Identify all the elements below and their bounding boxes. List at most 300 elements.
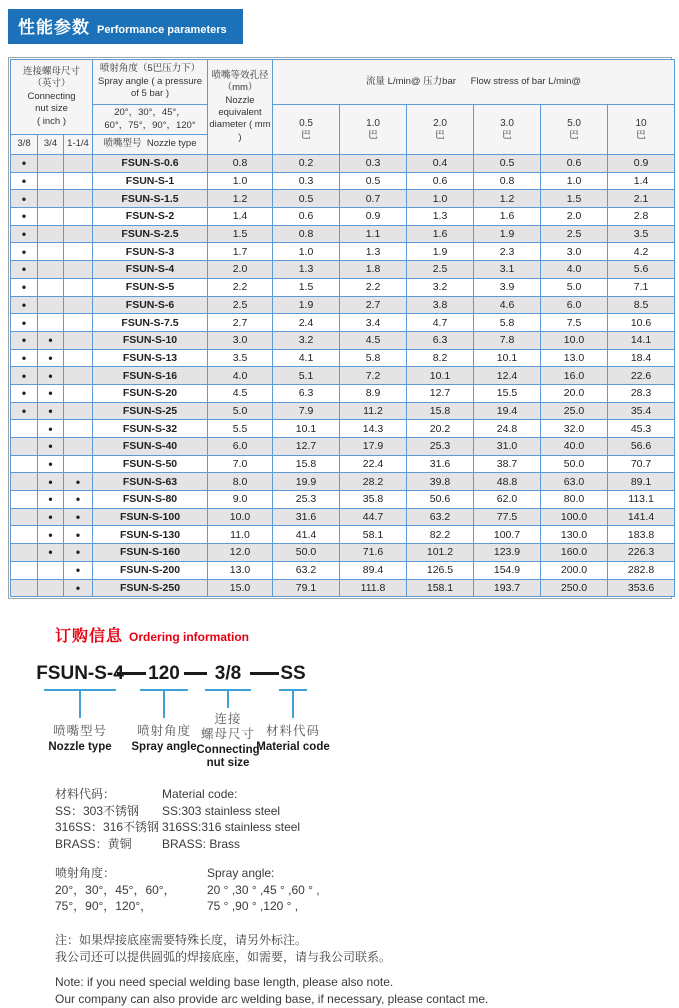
material-316ss-zh: 316SS：316不锈钢 — [55, 820, 160, 835]
nozzle-model-cell: FSUN-S-4 — [93, 261, 208, 279]
diameter-zh2: （mm） — [222, 82, 258, 94]
flow-value-cell: 2.5 — [407, 261, 474, 279]
flow-value-cell: 2.7 — [340, 296, 407, 314]
table-row — [11, 367, 675, 385]
nozzle-type-en: Nozzle type — [146, 138, 197, 150]
nut-size-dot-cell: • — [38, 331, 64, 349]
flow-value-cell: 5.6 — [608, 261, 675, 279]
pressure-value: 0.5 — [299, 117, 313, 129]
pressure-unit: 巴 — [636, 129, 646, 141]
flow-value-cell: 63.0 — [541, 473, 608, 491]
flow-value-cell: 79.1 — [273, 579, 340, 597]
nut-size-dot-cell — [38, 243, 64, 261]
nozzle-model-cell: FSUN-S-5 — [93, 278, 208, 296]
flow-value-cell: 17.9 — [340, 438, 407, 456]
nut-size-dot-cell: • — [38, 420, 64, 438]
label-nozzle-type-zh: 喷嘴型号 — [52, 724, 107, 739]
pressure-value: 10 — [635, 117, 647, 129]
nut-size-dot-cell: • — [11, 225, 38, 243]
table-row — [11, 243, 675, 261]
flow-value-cell: 19.9 — [273, 473, 340, 491]
flow-value-cell: 130.0 — [541, 526, 608, 544]
flow-value-cell: 1.3 — [273, 261, 340, 279]
flow-value-cell: 25.0 — [541, 402, 608, 420]
nut-size-dot-cell: • — [38, 349, 64, 367]
spray-angles-line2: 60°，75°，90°，120° — [104, 119, 196, 131]
diameter-cell: 8.0 — [208, 473, 273, 491]
table-row — [11, 225, 675, 243]
diameter-cell: 13.0 — [208, 561, 273, 579]
performance-table — [10, 59, 675, 597]
nut-size-dot-cell: • — [38, 491, 64, 509]
nut-size-dot-cell — [64, 225, 93, 243]
ordering-heading-en: Ordering information — [129, 630, 250, 645]
flow-value-cell: 44.7 — [340, 508, 407, 526]
nut-size-dot-cell: • — [38, 384, 64, 402]
flow-value-cell: 1.0 — [273, 243, 340, 261]
nut-size-dot-cell — [11, 420, 38, 438]
flow-value-cell: 31.6 — [407, 455, 474, 473]
nut-size-1-1-4-header: 1-1/4 — [64, 135, 93, 155]
banner-title-zh: 性能参数 — [18, 18, 90, 37]
flow-value-cell: 15.5 — [474, 384, 541, 402]
nozzle-model-cell: FSUN-S-250 — [93, 579, 208, 597]
nozzle-type-header — [93, 135, 208, 155]
flow-value-cell: 25.3 — [273, 491, 340, 509]
flow-value-cell: 80.0 — [541, 491, 608, 509]
diameter-header — [208, 60, 273, 155]
nut-size-dot-cell: • — [11, 155, 38, 173]
flow-value-cell: 10.1 — [474, 349, 541, 367]
flow-value-cell: 6.0 — [541, 296, 608, 314]
flow-value-cell: 7.8 — [474, 331, 541, 349]
flow-value-cell: 35.8 — [340, 491, 407, 509]
flow-value-cell: 18.4 — [608, 349, 675, 367]
connector-line — [227, 691, 229, 708]
nozzle-model-cell: FSUN-S-130 — [93, 526, 208, 544]
diameter-cell: 1.7 — [208, 243, 273, 261]
nut-size-dot-cell — [64, 243, 93, 261]
flow-value-cell: 4.0 — [541, 261, 608, 279]
material-ss-en: SS:303 stainless steel — [162, 803, 281, 818]
spray-header-zh: 喷射角度（5巴压力下） — [99, 63, 201, 75]
nut-size-dot-cell — [38, 208, 64, 226]
nut-size-dot-cell — [11, 508, 38, 526]
diameter-cell: 12.0 — [208, 544, 273, 562]
nut-size-dot-cell — [11, 438, 38, 456]
flow-value-cell: 4.2 — [608, 243, 675, 261]
nut-size-dot-cell — [64, 208, 93, 226]
pressure-value: 1.0 — [366, 117, 380, 129]
spray-angle-block — [55, 865, 679, 915]
spray-note-en-title: Spray angle: — [207, 866, 275, 881]
diameter-en1: Nozzle — [225, 94, 255, 106]
nut-size-dot-cell — [64, 278, 93, 296]
code-nut-size: 3/8 — [214, 663, 242, 685]
diameter-cell: 1.5 — [208, 225, 273, 243]
material-code-block — [55, 786, 679, 852]
connector-line — [292, 691, 294, 718]
flow-value-cell: 12.7 — [407, 384, 474, 402]
diameter-cell: 7.0 — [208, 455, 273, 473]
label-material-zh: 材料代码 — [265, 724, 320, 739]
label-nut-size-zh2: 螺母尺寸 — [200, 727, 255, 742]
table-row — [11, 384, 675, 402]
flow-value-cell: 89.1 — [608, 473, 675, 491]
flow-value-cell: 2.0 — [541, 208, 608, 226]
nut-size-3-8-header: 3/8 — [11, 135, 38, 155]
flow-value-cell: 113.1 — [608, 491, 675, 509]
flow-title-zh: 流量 L/min@ 压力bar — [366, 75, 456, 87]
flow-value-cell: 126.5 — [407, 561, 474, 579]
flow-value-cell: 160.0 — [541, 544, 608, 562]
diameter-cell: 15.0 — [208, 579, 273, 597]
nut-size-dot-cell: • — [11, 314, 38, 332]
table-row — [11, 473, 675, 491]
flow-value-cell: 10.1 — [407, 367, 474, 385]
flow-value-cell: 13.0 — [541, 349, 608, 367]
nut-size-dot-cell — [64, 296, 93, 314]
flow-value-cell: 1.3 — [340, 243, 407, 261]
flow-value-cell: 1.3 — [407, 208, 474, 226]
label-nut-size-en1: Connecting — [196, 744, 260, 757]
diameter-cell: 6.0 — [208, 438, 273, 456]
nut-size-dot-cell — [38, 190, 64, 208]
spray-note-en-line1: 20 ° ,30 ° ,45 ° ,60 ° , — [207, 882, 320, 897]
nozzle-model-cell: FSUN-S-13 — [93, 349, 208, 367]
note-zh-line2: 我公司还可以提供圆弧的焊接底座，如需要，请与我公司联系。 — [55, 949, 392, 964]
nut-size-dot-cell — [38, 172, 64, 190]
connector-line — [163, 691, 165, 718]
nut-size-dot-cell: • — [64, 526, 93, 544]
nut-size-dot-cell: • — [64, 579, 93, 597]
flow-value-cell: 71.6 — [340, 544, 407, 562]
flow-value-cell: 282.8 — [608, 561, 675, 579]
flow-value-cell: 19.4 — [474, 402, 541, 420]
nut-size-dot-cell — [64, 349, 93, 367]
flow-value-cell: 7.1 — [608, 278, 675, 296]
flow-value-cell: 111.8 — [340, 579, 407, 597]
flow-value-cell: 158.1 — [407, 579, 474, 597]
flow-value-cell: 0.2 — [273, 155, 340, 173]
diameter-cell: 2.5 — [208, 296, 273, 314]
nut-size-dot-cell — [64, 384, 93, 402]
pressure-unit: 巴 — [435, 129, 445, 141]
flow-value-cell: 56.6 — [608, 438, 675, 456]
nozzle-model-cell: FSUN-S-1.5 — [93, 190, 208, 208]
ordering-heading-zh: 订购信息 — [55, 628, 124, 646]
flow-value-cell: 3.2 — [407, 278, 474, 296]
nut-size-dot-cell: • — [64, 544, 93, 562]
flow-value-cell: 0.9 — [608, 155, 675, 173]
nut-size-dot-cell: • — [38, 438, 64, 456]
spray-note-zh-line1: 20°，30°，45°，60°， — [55, 882, 176, 897]
flow-value-cell: 25.3 — [407, 438, 474, 456]
flow-value-cell: 3.5 — [608, 225, 675, 243]
material-code-row — [55, 819, 679, 836]
nut-size-dot-cell: • — [11, 384, 38, 402]
table-row — [11, 402, 675, 420]
material-316ss-en: 316SS:316 stainless steel — [162, 820, 301, 835]
flow-value-cell: 10.6 — [608, 314, 675, 332]
nut-size-dot-cell: • — [11, 261, 38, 279]
spray-header-en: Spray angle ( a pressure of 5 bar ) — [98, 75, 203, 100]
flow-value-cell: 31.6 — [273, 508, 340, 526]
nut-size-dot-cell — [11, 455, 38, 473]
nozzle-model-cell: FSUN-S-1 — [93, 172, 208, 190]
diameter-cell: 5.5 — [208, 420, 273, 438]
diameter-cell: 5.0 — [208, 402, 273, 420]
nut-size-dot-cell — [38, 579, 64, 597]
flow-value-cell: 14.1 — [608, 331, 675, 349]
nut-size-dot-cell: • — [11, 402, 38, 420]
nozzle-model-cell: FSUN-S-16 — [93, 367, 208, 385]
flow-value-cell: 3.0 — [541, 243, 608, 261]
diameter-zh: 喷嘴等效孔径 — [211, 69, 269, 81]
nozzle-model-cell: FSUN-S-200 — [93, 561, 208, 579]
flow-value-cell: 5.8 — [474, 314, 541, 332]
flow-value-cell: 50.0 — [541, 455, 608, 473]
nozzle-type-zh: 喷嘴型号 — [103, 138, 142, 150]
diameter-cell: 4.0 — [208, 367, 273, 385]
table-row — [11, 190, 675, 208]
table-row — [11, 420, 675, 438]
flow-value-cell: 45.3 — [608, 420, 675, 438]
flow-value-cell: 1.5 — [273, 278, 340, 296]
nut-size-dot-cell — [64, 367, 93, 385]
spray-angles-line1: 20°，30°，45°， — [114, 107, 186, 119]
flow-value-cell: 14.3 — [340, 420, 407, 438]
flow-value-cell: 0.9 — [340, 208, 407, 226]
flow-value-cell: 6.3 — [273, 384, 340, 402]
flow-value-cell: 8.2 — [407, 349, 474, 367]
label-spray-angle-en: Spray angle — [131, 741, 197, 754]
flow-value-cell: 0.5 — [273, 190, 340, 208]
nut-size-dot-cell — [64, 455, 93, 473]
table-row — [11, 438, 675, 456]
performance-table-frame — [8, 57, 672, 599]
flow-value-cell: 50.6 — [407, 491, 474, 509]
nut-size-dot-cell — [11, 526, 38, 544]
nut-size-dot-cell: • — [64, 561, 93, 579]
flow-value-cell: 39.8 — [407, 473, 474, 491]
nut-size-dot-cell: • — [38, 544, 64, 562]
label-nut-size-en2: nut size — [206, 757, 250, 770]
spray-angle-row — [55, 865, 679, 882]
flow-group-header — [273, 60, 675, 105]
nut-size-dot-cell — [64, 420, 93, 438]
spray-note-zh-line2: 75°，90°，120°， — [55, 899, 153, 914]
flow-value-cell: 11.2 — [340, 402, 407, 420]
diameter-cell: 1.0 — [208, 172, 273, 190]
table-row — [11, 314, 675, 332]
flow-value-cell: 12.4 — [474, 367, 541, 385]
flow-value-cell: 62.0 — [474, 491, 541, 509]
flow-value-cell: 63.2 — [273, 561, 340, 579]
label-spray-angle-zh: 喷射角度 — [136, 724, 191, 739]
nut-size-dot-cell — [64, 331, 93, 349]
material-brass-en: BRASS: Brass — [162, 836, 241, 851]
note-zh-line1: 注：如果焊接底座需要特殊长度，请另外标注。 — [55, 932, 308, 947]
flow-value-cell: 250.0 — [541, 579, 608, 597]
flow-value-cell: 0.6 — [541, 155, 608, 173]
nozzle-model-cell: FSUN-S-10 — [93, 331, 208, 349]
pressure-unit: 巴 — [569, 129, 579, 141]
nut-size-dot-cell: • — [11, 190, 38, 208]
material-code-row — [55, 836, 679, 853]
banner-title-en: Performance parameters — [97, 24, 227, 36]
nut-size-dot-cell: • — [38, 367, 64, 385]
nozzle-model-cell: FSUN-S-32 — [93, 420, 208, 438]
flow-value-cell: 0.3 — [273, 172, 340, 190]
nut-size-dot-cell — [64, 261, 93, 279]
table-row — [11, 208, 675, 226]
flow-value-cell: 5.0 — [541, 278, 608, 296]
flow-value-cell: 15.8 — [273, 455, 340, 473]
diameter-cell: 2.0 — [208, 261, 273, 279]
flow-value-cell: 28.2 — [340, 473, 407, 491]
flow-value-cell: 16.0 — [541, 367, 608, 385]
flow-value-cell: 4.6 — [474, 296, 541, 314]
flow-value-cell: 1.9 — [273, 296, 340, 314]
nut-group-en3: ( inch ) — [36, 115, 67, 127]
flow-value-cell: 22.4 — [340, 455, 407, 473]
nut-size-dot-cell — [11, 473, 38, 491]
spray-angle-row — [55, 882, 679, 899]
nozzle-model-cell: FSUN-S-100 — [93, 508, 208, 526]
flow-value-cell: 0.6 — [273, 208, 340, 226]
nozzle-model-cell: FSUN-S-80 — [93, 491, 208, 509]
flow-value-cell: 2.8 — [608, 208, 675, 226]
nut-size-dot-cell: • — [11, 296, 38, 314]
flow-value-cell: 4.7 — [407, 314, 474, 332]
table-body — [11, 155, 675, 597]
section-banner-performance — [8, 9, 243, 44]
flow-value-cell: 58.1 — [340, 526, 407, 544]
table-row — [11, 544, 675, 562]
material-code-row — [55, 803, 679, 820]
ordering-code-diagram — [0, 662, 679, 780]
flow-value-cell: 4.1 — [273, 349, 340, 367]
flow-value-cell: 1.9 — [474, 225, 541, 243]
nozzle-model-cell: FSUN-S-2 — [93, 208, 208, 226]
flow-value-cell: 38.7 — [474, 455, 541, 473]
diameter-cell: 2.2 — [208, 278, 273, 296]
nut-size-dot-cell — [11, 561, 38, 579]
flow-value-cell: 2.4 — [273, 314, 340, 332]
pressure-header-1 — [340, 105, 407, 155]
flow-value-cell: 12.7 — [273, 438, 340, 456]
nut-size-dot-cell — [64, 402, 93, 420]
material-ss-zh: SS：303不锈钢 — [55, 803, 140, 818]
nut-size-dot-cell: • — [11, 172, 38, 190]
flow-value-cell: 100.0 — [541, 508, 608, 526]
nozzle-model-cell: FSUN-S-20 — [93, 384, 208, 402]
flow-value-cell: 0.8 — [273, 225, 340, 243]
table-row — [11, 172, 675, 190]
nut-size-dot-cell: • — [38, 473, 64, 491]
flow-value-cell: 24.8 — [474, 420, 541, 438]
code-material: SS — [280, 663, 306, 685]
flow-value-cell: 20.2 — [407, 420, 474, 438]
diameter-cell: 11.0 — [208, 526, 273, 544]
flow-value-cell: 5.1 — [273, 367, 340, 385]
flow-value-cell: 1.2 — [474, 190, 541, 208]
nut-size-dot-cell — [11, 579, 38, 597]
nut-size-dot-cell — [38, 278, 64, 296]
nut-size-dot-cell — [64, 172, 93, 190]
nut-size-dot-cell: • — [38, 526, 64, 544]
material-code-en-title: Material code: — [162, 787, 238, 802]
nut-size-dot-cell: • — [11, 367, 38, 385]
flow-value-cell: 1.0 — [541, 172, 608, 190]
pressure-header-3 — [474, 105, 541, 155]
flow-value-cell: 8.5 — [608, 296, 675, 314]
flow-value-cell: 183.8 — [608, 526, 675, 544]
flow-value-cell: 1.6 — [407, 225, 474, 243]
table-row — [11, 349, 675, 367]
spray-angles-list-header — [93, 105, 208, 135]
spray-note-en-line2: 75 ° ,90 ° ,120 ° , — [207, 899, 299, 914]
flow-value-cell: 1.1 — [340, 225, 407, 243]
nut-size-dot-cell — [64, 190, 93, 208]
diameter-cell: 0.8 — [208, 155, 273, 173]
nozzle-model-cell: FSUN-S-3 — [93, 243, 208, 261]
flow-value-cell: 3.1 — [474, 261, 541, 279]
flow-value-cell: 3.8 — [407, 296, 474, 314]
nut-group-en2: nut size — [35, 103, 68, 115]
flow-value-cell: 48.8 — [474, 473, 541, 491]
nut-size-group-header — [11, 60, 93, 135]
pressure-header-0 — [273, 105, 340, 155]
nut-size-dot-cell: • — [11, 349, 38, 367]
diameter-cell: 9.0 — [208, 491, 273, 509]
flow-value-cell: 0.5 — [340, 172, 407, 190]
flow-value-cell: 154.9 — [474, 561, 541, 579]
flow-value-cell: 3.4 — [340, 314, 407, 332]
flow-value-cell: 6.3 — [407, 331, 474, 349]
table-row — [11, 155, 675, 173]
material-code-zh-title: 材料代码： — [55, 787, 116, 802]
nut-size-dot-cell: • — [38, 402, 64, 420]
flow-value-cell: 4.5 — [340, 331, 407, 349]
flow-value-cell: 28.3 — [608, 384, 675, 402]
pressure-header-5 — [608, 105, 675, 155]
flow-title-en: Flow stress of bar L/min@ — [470, 75, 582, 87]
flow-value-cell: 101.2 — [407, 544, 474, 562]
material-brass-zh: BRASS：黄铜 — [55, 836, 132, 851]
flow-value-cell: 32.0 — [541, 420, 608, 438]
nut-size-dot-cell: • — [11, 243, 38, 261]
flow-value-cell: 3.9 — [474, 278, 541, 296]
nut-size-dot-cell — [38, 314, 64, 332]
flow-value-cell: 7.5 — [541, 314, 608, 332]
flow-value-cell: 77.5 — [474, 508, 541, 526]
flow-value-cell: 7.9 — [273, 402, 340, 420]
nut-size-dot-cell: • — [64, 508, 93, 526]
nut-size-dot-cell: • — [11, 208, 38, 226]
flow-value-cell: 1.0 — [407, 190, 474, 208]
pressure-value: 2.0 — [433, 117, 447, 129]
flow-value-cell: 353.6 — [608, 579, 675, 597]
note-en-line2: Our company can also provide arc welding base, if necessary, please contact me. — [55, 991, 489, 1006]
diameter-cell: 4.5 — [208, 384, 273, 402]
flow-value-cell: 1.5 — [541, 190, 608, 208]
diameter-cell: 1.2 — [208, 190, 273, 208]
flow-value-cell: 82.2 — [407, 526, 474, 544]
flow-value-cell: 50.0 — [273, 544, 340, 562]
flow-value-cell: 2.1 — [608, 190, 675, 208]
